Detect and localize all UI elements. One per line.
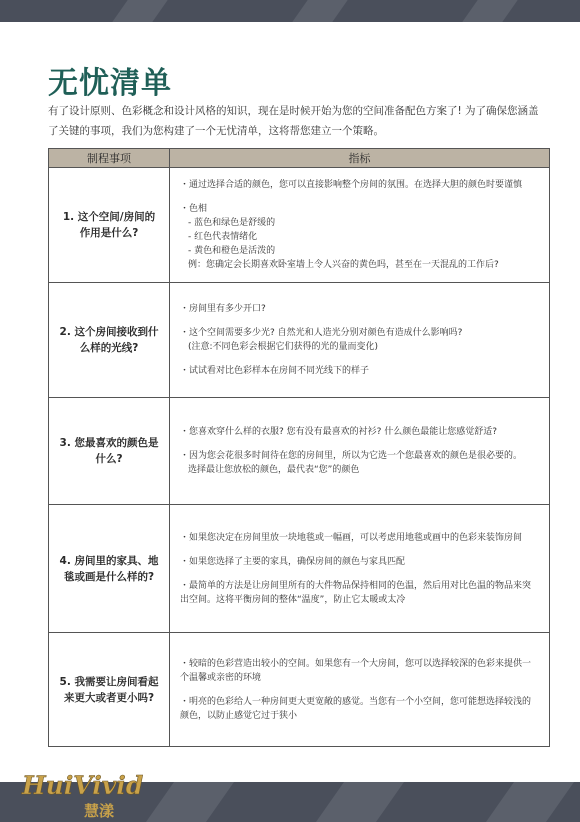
- guideline-cell: [170, 505, 550, 633]
- header-indicator: 指标: [170, 149, 550, 168]
- table-row: [49, 505, 550, 633]
- table-header-row: [49, 149, 550, 168]
- guideline-text: ・明亮的色彩给人一种房间更大更宽敞的感觉。当您有一个小空间，您可能想选择较浅的颜色，以防止感觉它过于狭小: [180, 696, 532, 721]
- intro-paragraph: 有了设计原则、色彩概念和设计风格的知识，现在是时候开始为您的空间准备配色方案了! 为了确保您涵盖了关键的事项，我们为您构建了一个无忧清单，这将帮您建立一个策略。: [48, 105, 539, 137]
- guideline-cell: [170, 633, 550, 747]
- page-title: 无忧清单: [48, 66, 172, 101]
- guideline-text: ・最简单的方法是让房间里所有的大件物品保持相同的色温，然后用对比色温的物品来突出空间。这将平衡房间的整体“温度”，防止它太暖或太冷: [180, 580, 532, 605]
- brand-logo-wordmark: HuiVivid: [22, 771, 144, 800]
- guideline-text: ・这个空间需要多少光? 自然光和人造光分别对颜色有造成什么影响吗?: [180, 328, 463, 338]
- guideline-text: ・试试看对比色彩样本在房间不同光线下的样子: [180, 366, 370, 376]
- guideline-text: - 黄色和橙色是活泼的: [188, 246, 276, 256]
- top-banner: [0, 0, 580, 22]
- checklist-table: [48, 148, 550, 747]
- question-cell: 3. 您最喜欢的颜色是什么?: [49, 398, 170, 505]
- table-row: [49, 168, 550, 283]
- table-row: [49, 398, 550, 505]
- guideline-text: - 红色代表情绪化: [188, 232, 258, 242]
- guideline-text: ・如果您选择了主要的家具，确保房间的颜色与家具匹配: [180, 556, 406, 567]
- guideline-text: ・色相: [180, 204, 208, 214]
- guideline-text: ・您喜欢穿什么样的衣服? 您有没有最喜欢的衬衫? 什么颜色最能让您感觉舒适?: [180, 427, 498, 437]
- guideline-cell: [170, 398, 550, 505]
- guideline-text: ・通过选择合适的颜色，您可以直接影响整个房间的氛围。在选择大胆的颜色时要谨慎: [180, 180, 523, 190]
- question-cell: 1. 这个空间/房间的作用是什么?: [49, 168, 170, 283]
- guideline-text: ・因为您会花很多时间待在您的房间里，所以为它选一个您最喜欢的颜色是很必要的。: [180, 451, 523, 461]
- guideline-text: (注意:不同色彩会根据它们获得的光的量而变化): [188, 342, 379, 352]
- brand-logo: [18, 760, 148, 822]
- guideline-text: 例：您确定会长期喜欢卧室墙上令人兴奋的黄色吗，甚至在一天混乱的工作后?: [188, 260, 499, 270]
- brand-logo-chinese: 慧漾: [84, 802, 115, 820]
- guideline-cell: [170, 168, 550, 283]
- question-cell: 4. 房间里的家具、地毯或画是什么样的?: [49, 505, 170, 633]
- guideline-text: ・较暗的色彩营造出较小的空间。如果您有一个大房间，您可以选择较深的色彩来提供一个温馨或亲密的环境: [180, 658, 532, 683]
- table-row: [49, 633, 550, 747]
- table-row: [49, 283, 550, 398]
- question-cell: 2. 这个房间接收到什么样的光线?: [49, 283, 170, 398]
- guideline-text: ・如果您决定在房间里放一块地毯或一幅画，可以考虑用地毯或画中的色彩来装饰房间: [180, 532, 523, 543]
- guideline-cell: [170, 283, 550, 398]
- question-cell: 5. 我需要让房间看起来更大或者更小吗?: [49, 633, 170, 747]
- header-item: 制程事项: [49, 149, 170, 168]
- guideline-text: ・房间里有多少开口?: [180, 304, 266, 314]
- guideline-text: 选择最让您放松的颜色，最代表“您”的颜色: [188, 465, 360, 475]
- guideline-text: - 蓝色和绿色是舒缓的: [188, 218, 276, 228]
